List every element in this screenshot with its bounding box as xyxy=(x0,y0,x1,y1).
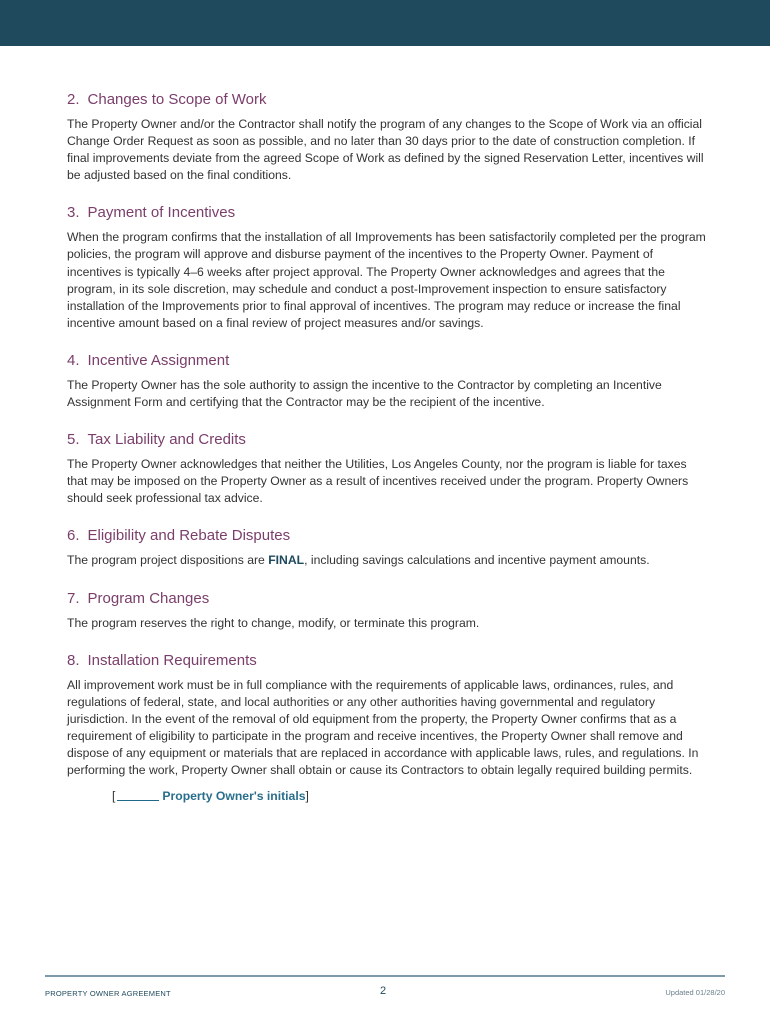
header-bar xyxy=(0,0,770,46)
section-text: The Property Owner and/or the Contractor shall notify the program of any changes to the Scope of Work via an official Change Order Request as soon as possible, and no later than 30 days prior to the date of construction completion. If final improvements deviate from the agreed Scope of Work as defined by the signed Reservation Letter, incentives will be adjusted based on the final conditions. xyxy=(67,117,704,183)
section-heading: 2. Changes to Scope of Work xyxy=(67,91,267,108)
section-incentive-assignment xyxy=(67,350,707,411)
initials-blank[interactable] xyxy=(117,800,159,801)
section-eligibility-disputes xyxy=(67,525,707,569)
section-heading: 3. Payment of Incentives xyxy=(67,204,236,222)
section-heading: 5. Tax Liability and Credits xyxy=(67,431,246,449)
section-text: The Property Owner acknowledges that neither the Utilities, Los Angeles County, nor the program is liable for taxes that may be imposed on the Property Owner as a result of incentives received under the program. Property Owners should seek professional tax advice. xyxy=(67,457,689,506)
initials-line: [ Property Owner's initials] xyxy=(112,789,309,804)
section-payment-of-incentives xyxy=(67,202,707,332)
footer-updated-date: Updated 01/28/20 xyxy=(665,988,725,997)
section-program-changes xyxy=(67,588,707,632)
section-text: The program reserves the right to change, modify, or terminate this program. xyxy=(67,615,480,630)
section-heading: 8. Installation Requirements xyxy=(67,651,257,669)
section-tax-liability xyxy=(67,429,707,507)
final-emphasis: FINAL xyxy=(268,553,305,568)
initials-label: Property Owner's initials xyxy=(162,789,306,804)
document-body xyxy=(67,89,707,803)
page-number: 2 xyxy=(380,985,387,997)
section-text: All improvement work must be in full compliance with the requirements of applicable laws, ordinances, rules, and regulations of federal, state, and local authorities or any other authorities having governmental and regulatory jurisdiction. In the event of the removal of old equipment from the property, the Property Owner confirms that as a requirement of eligibility to participate in the program and receive incentives, the Property Owner shall remove and dispose of any equipment or materials that are replaced in accordance with applicable laws, rules, and regulations. In performing the work, Property Owner shall obtain or cause its Contractors to obtain legally required building permits. xyxy=(67,677,699,778)
section-heading: 4. Incentive Assignment xyxy=(67,351,230,369)
section-scope-of-work xyxy=(67,89,707,184)
section-text: The Property Owner has the sole authority to assign the incentive to the Contractor by completing an Incentive Assignment Form and certifying that the Contractor may be the recipient of the incentive. xyxy=(67,377,662,410)
footer-divider xyxy=(45,975,725,977)
section-heading: 6. Eligibility and Rebate Disputes xyxy=(67,527,291,545)
section-text: When the program confirms that the installation of all Improvements has been satisfactorily completed per the program policies, the program will approve and disburse payment of the incentives to the Property Owner. Payment of incentives is typically 4–6 weeks after project approval. The Property Owner acknowledges and agrees that the program, in its sole discretion, may schedule and conduct a post-Improvement inspection to ensure satisfactory installation of the Improvements prior to final approval of incentives. The program may reduce or increase the final incentive amount based on a final review of project measures and/or savings. xyxy=(67,230,706,330)
footer-document-title: PROPERTY OWNER AGREEMENT xyxy=(45,989,171,998)
section-heading: 7. Program Changes xyxy=(67,589,210,607)
section-text: The program project dispositions are FINAL, including savings calculations and incentive payment amounts. xyxy=(67,553,650,568)
section-installation-requirements xyxy=(67,650,707,780)
